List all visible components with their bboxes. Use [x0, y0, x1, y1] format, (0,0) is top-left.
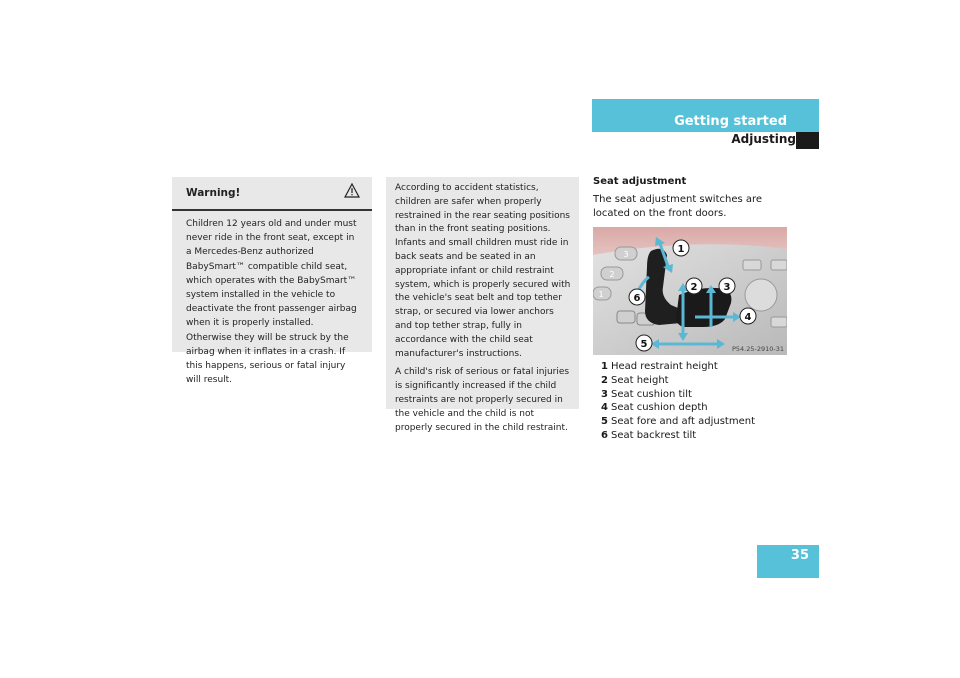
child-safety-box [386, 177, 579, 433]
legend-item: 4 Seat cushion depth [601, 402, 708, 414]
svg-text:6: 6 [633, 293, 641, 304]
memory-button-2 [601, 267, 623, 280]
subsection-title: Adjusting [731, 132, 796, 146]
memory-button-1 [593, 287, 611, 300]
svg-text:1: 1 [598, 290, 604, 299]
figure-code: P54.25-2910-31 [731, 345, 784, 353]
page-number-box [757, 545, 819, 578]
warning-header [172, 177, 372, 211]
section-title: Getting started [674, 114, 787, 129]
page-number: 35 [790, 548, 809, 563]
warning-title: Warning! [186, 187, 241, 199]
child-safety-paragraph-1: According to accident statistics, children are safer when properly restrained in the rear seating positions than in the front seating positions. Infants and small children must ride in back seats and be seated in an appropriate infant or child restraint system, which is properly secured with the vehicle's seat belt and top tether strap, or secured via lower anchors and top tether strap, fully in accordance with the child seat manufacturer's instructions. [395, 183, 571, 359]
lock-switch [771, 317, 787, 327]
legend-item: 1 Head restraint height [601, 361, 718, 372]
seat-legend [601, 360, 755, 443]
memory-button-3 [615, 247, 637, 260]
seat-adjustment-intro: The seat adjustment switches are located on the front doors. [593, 194, 763, 219]
seat-adjustment-heading: Seat adjustment [593, 176, 687, 187]
child-safety-paragraph-2: A child's risk of serious or fatal injuries is significantly increased if the child restraints are not properly secured in the vehicle and the child is not properly secured in the child restraint. [395, 367, 570, 433]
warning-triangle-icon [344, 183, 360, 202]
svg-text:3: 3 [623, 250, 629, 259]
warning-box [172, 177, 372, 386]
mirror-control [745, 279, 777, 311]
legend-item: 2 Seat height [601, 374, 669, 386]
window-switch [771, 260, 787, 270]
heater-switch [617, 311, 635, 323]
window-switch [743, 260, 761, 270]
legend-item: 6 Seat backrest tilt [601, 429, 697, 441]
svg-text:5: 5 [640, 339, 648, 350]
header-band [592, 99, 819, 132]
svg-text:2: 2 [690, 282, 698, 293]
legend-item: 3 Seat cushion tilt [601, 388, 692, 400]
header-marker [796, 132, 819, 149]
svg-text:2: 2 [609, 270, 615, 279]
svg-text:4: 4 [744, 312, 752, 323]
warning-text: Children 12 years old and under must never ride in the front seat, except in a Mercedes-Benz authorized BabySmart™ compatible child seat, which operates with the BabySmart™ system installed in the vehicle to deactivate the front passenger airbag when it is properly installed. Otherwise they will be struck by the airbag when it inflates in a crash. If this happens, serious or fatal injury will result. [186, 219, 357, 386]
seat-switch-figure [593, 227, 787, 355]
svg-text:3: 3 [723, 282, 731, 293]
svg-text:1: 1 [677, 244, 685, 255]
legend-item: 5 Seat fore and aft adjustment [601, 416, 755, 428]
seat-switch-illustration [593, 227, 787, 355]
